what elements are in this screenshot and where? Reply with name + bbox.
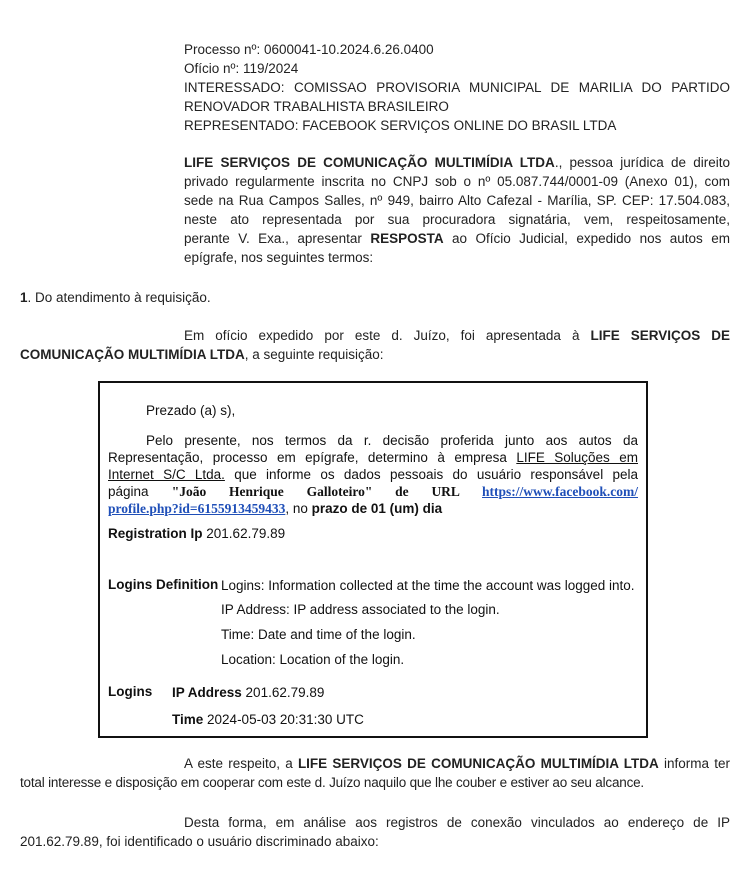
section-1-heading [20, 288, 211, 307]
quote-line-3 [108, 467, 638, 482]
para3-line-2: 201.62.79.89, foi identificado o usuário discriminado abaixo: [20, 834, 379, 849]
logins-definition-1: Logins: Information collected at the time the account was logged into. [221, 578, 635, 593]
resposta-word: RESPOSTA [370, 231, 444, 246]
intro-line-4: neste ato representada por sua procuradora signatária, vem, respeitosamente, [184, 212, 730, 227]
intro-line-2: privado regularmente inscrita no CNPJ sob o nº 05.087.744/0001-09 (Anexo 01), com [184, 174, 730, 189]
quote-profile-url-part-2[interactable]: profile.php?id=6155913459433 [108, 501, 286, 516]
company-name: LIFE SERVIÇOS DE COMUNICAÇÃO MULTIMÍDIA LTDA [184, 155, 555, 170]
para2-line-1-pre: A este respeito, a [184, 756, 298, 771]
quote-profile-name: "João Henrique Galloteiro" [171, 484, 373, 499]
logins-time-value: 2024-05-03 20:31:30 UTC [207, 712, 364, 727]
para1-line-2 [20, 345, 384, 364]
intro-line-1 [184, 153, 730, 172]
logins-ip-value: 201.62.79.89 [245, 685, 325, 700]
quote-greeting: Prezado (a) s), [146, 403, 236, 418]
quote-line-5-sep: , no [285, 501, 312, 516]
interessado-line-2: RENOVADOR TRABALHISTA BRASILEIRO [184, 99, 449, 114]
para2-company: LIFE SERVIÇOS DE COMUNICAÇÃO MULTIMÍDIA LTDA [297, 756, 659, 771]
quote-line-4-mid: de URL [372, 484, 483, 499]
para1-line-2-post: , a seguinte requisição: [244, 347, 384, 362]
intro-line-6: epígrafe, nos seguintes termos: [184, 250, 374, 265]
logins-label: Logins [108, 684, 153, 699]
quote-deadline: prazo de 01 (um) dia [311, 501, 443, 516]
registration-ip-value: 201.62.79.89 [206, 526, 286, 541]
intro-line-5-pre: perante V. Exa., apresentar [184, 231, 371, 246]
quote-line-5 [108, 501, 442, 517]
quote-company-underlined-1: LIFE Soluções em [516, 450, 638, 465]
para1-line-2-bold: COMUNICAÇÃO MULTIMÍDIA LTDA [20, 347, 245, 362]
quote-line-1: Pelo presente, nos termos da r. decisão proferida junto aos autos da [146, 433, 638, 448]
section-number: 1 [20, 290, 28, 305]
logins-definition-2: IP Address: IP address associated to the login. [221, 602, 500, 617]
intro-line-1-rest: ., pessoa jurídica de direito [554, 155, 731, 170]
logins-definition-label: Logins Definition [108, 577, 219, 592]
registration-ip-row [108, 526, 285, 541]
quote-company-underlined-2: Internet S/C Ltda. [108, 467, 225, 482]
intro-line-5-post: ao Ofício Judicial, expedido nos autos em [443, 231, 730, 246]
logins-time-label: Time [172, 712, 204, 727]
intro-line-5 [184, 229, 730, 248]
para1-line-1 [184, 326, 730, 345]
logins-definition-4: Location: Location of the login. [221, 652, 405, 667]
logins-ip-label: IP Address [172, 685, 242, 700]
quote-profile-url-part-1[interactable]: https://www.facebook.com/ [482, 484, 639, 499]
logins-ip-row [172, 685, 324, 700]
para2-line-2: total interesse e disposição em cooperar com este d. Juízo naquilo que lhe couber e estiver ao seu alcance. [20, 775, 644, 790]
oficio-number: Ofício nº: 119/2024 [184, 61, 299, 76]
requisition-quote-box [98, 381, 648, 738]
section-title: . Do atendimento à requisição. [27, 290, 211, 305]
quote-line-4-pre: página [108, 484, 172, 499]
para1-line-1-bold: LIFE SERVIÇOS DE [590, 328, 730, 343]
process-number: Processo nº: 0600041-10.2024.6.26.0400 [184, 42, 434, 57]
logins-time-row [172, 712, 364, 727]
quote-line-3-post: que informe os dados pessoais do usuário responsável pela [224, 467, 639, 482]
interessado-line-1: INTERESSADO: COMISSAO PROVISORIA MUNICIPAL DE MARILIA DO PARTIDO [184, 80, 730, 95]
intro-line-3: sede na Rua Campos Salles, nº 949, bairro Alto Cafezal - Marília, SP. CEP: 17.504.083, [184, 193, 730, 208]
logins-definition-3: Time: Date and time of the login. [221, 627, 416, 642]
para1-line-1-pre: Em ofício expedido por este d. Juízo, foi apresentada à [184, 328, 591, 343]
para3-line-1: Desta forma, em análise aos registros de conexão vinculados ao endereço de IP [184, 815, 730, 830]
quote-line-2 [108, 450, 638, 465]
quote-line-2-pre: Representação, processo em epígrafe, determino à empresa [108, 450, 517, 465]
representado: REPRESENTADO: FACEBOOK SERVIÇOS ONLINE DO BRASIL LTDA [184, 118, 617, 133]
para2-line-1-post: informa ter [658, 756, 730, 771]
quote-line-4 [108, 484, 638, 500]
para2-line-1 [184, 754, 730, 773]
registration-ip-label: Registration Ip [108, 526, 203, 541]
